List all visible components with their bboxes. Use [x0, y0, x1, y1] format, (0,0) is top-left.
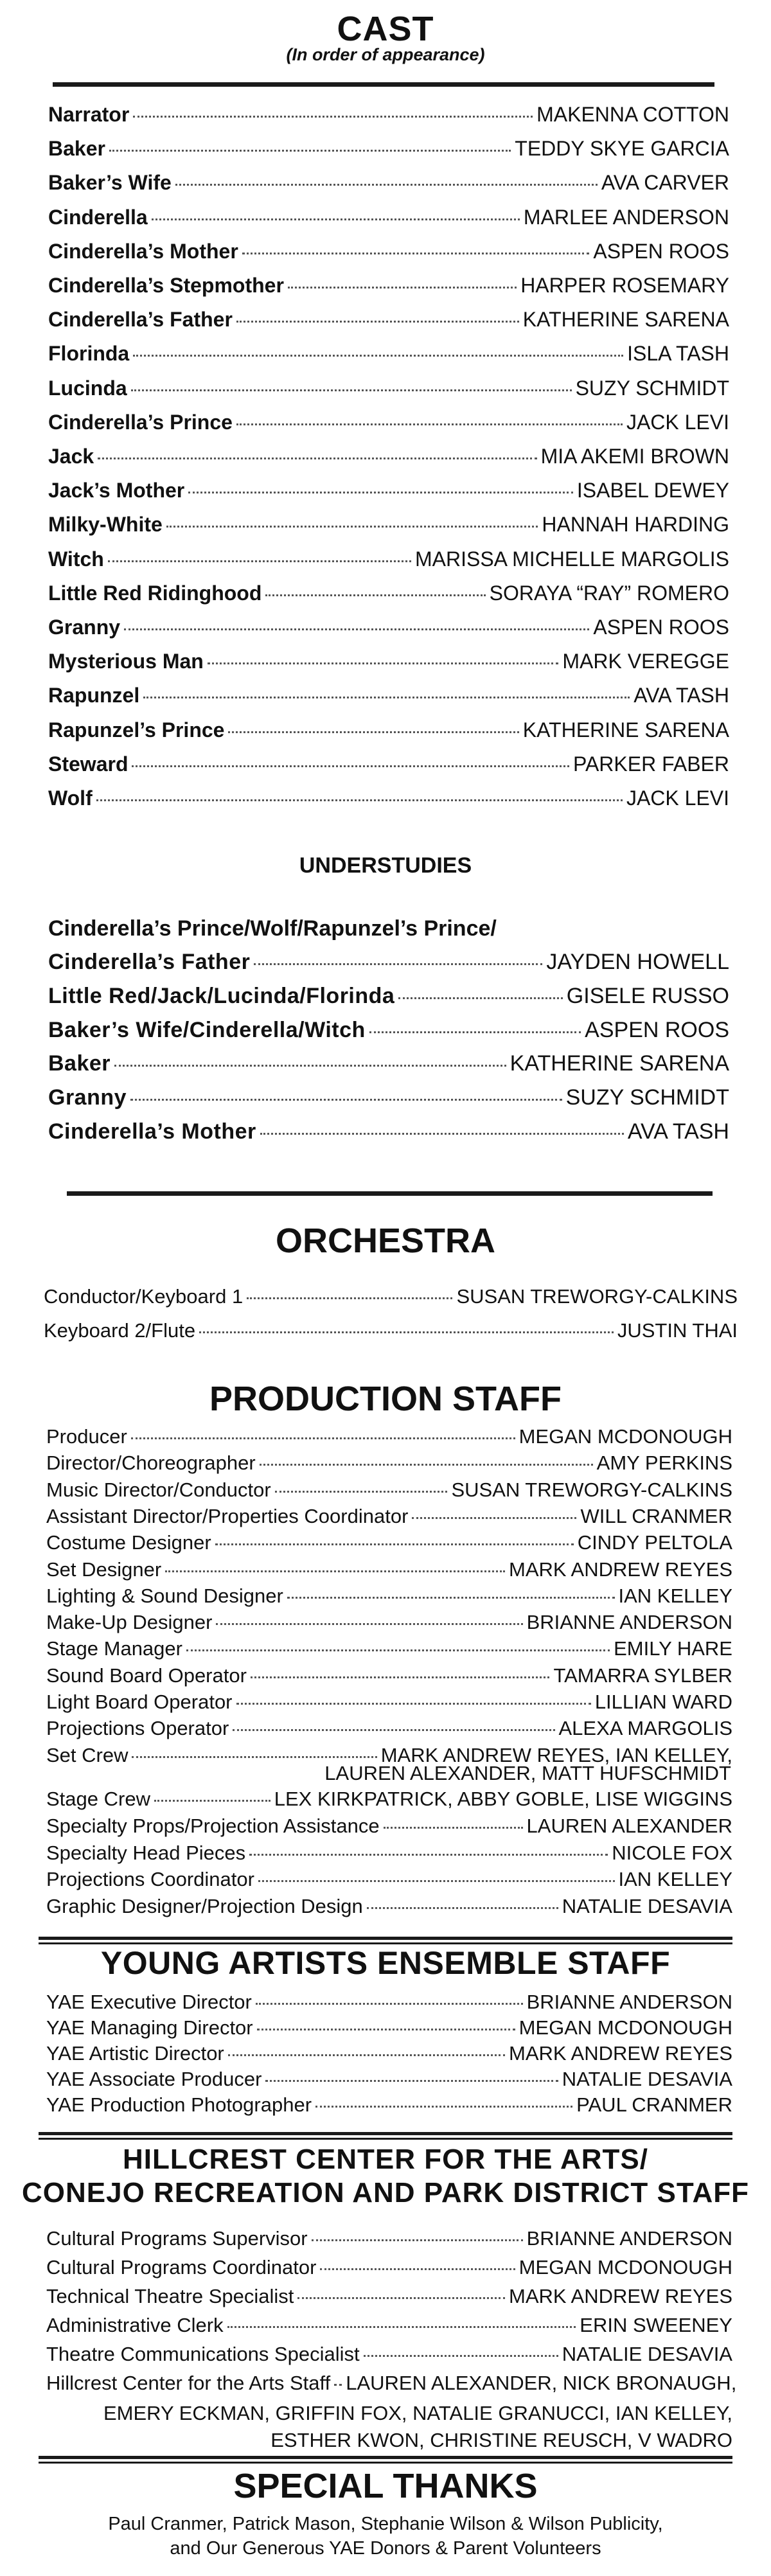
cast-subtitle: (In order of appearance) [286, 45, 485, 64]
production-staff-row-name: LILLIAN WARD [594, 1691, 732, 1713]
production-staff-row [46, 1611, 732, 1634]
understudy-first-line: Cinderella’s Prince/Wolf/Rapunzel’s Prince/ [48, 916, 497, 941]
production-staff-row-role: Light Board Operator [46, 1691, 233, 1713]
cast-row-role: Mysterious Man [48, 650, 204, 673]
cast-row [48, 752, 729, 786]
cast-row-role: Jack [48, 445, 94, 468]
cast-row-role: Cinderella’s Prince [48, 410, 233, 434]
cast-row [48, 582, 729, 615]
production-staff-row [46, 1558, 732, 1581]
cast-row [48, 240, 729, 273]
leader-dots [247, 1297, 452, 1299]
leader-dots [297, 2297, 505, 2299]
understudy-row [48, 1051, 729, 1085]
production-staff-row-name: CINDY PELTOLA [577, 1531, 732, 1554]
orchestra-row-role: Conductor/Keyboard 1 [44, 1285, 244, 1308]
yae-staff-row [46, 2068, 732, 2091]
production-staff-row [46, 1425, 732, 1448]
cast-row-name: KATHERINE SARENA [522, 308, 729, 332]
leader-dots [265, 2080, 558, 2082]
understudy-row [48, 1119, 729, 1153]
cast-row-role: Baker’s Wife [48, 171, 172, 195]
production-staff-row-name: IAN KELLEY [618, 1868, 732, 1891]
cast-row-role: Lucinda [48, 376, 127, 400]
leader-dots [251, 1676, 550, 1678]
divider-rule [39, 1937, 732, 1940]
leader-dots [334, 2384, 342, 2386]
special-thanks-line1: Paul Cranmer, Patrick Mason, Stephanie Wilson & Wilson Publicity, [108, 2514, 663, 2534]
production-staff-row [46, 1479, 732, 1502]
leader-dots [249, 1854, 608, 1856]
cast-row [48, 377, 729, 410]
production-staff-title: PRODUCTION STAFF [209, 1380, 562, 1418]
understudy-row-name: SUZY SCHMIDT [565, 1085, 729, 1110]
understudy-row-role: Little Red/Jack/Lucinda/Florinda [48, 983, 395, 1008]
divider-rule [67, 1191, 713, 1196]
leader-dots [254, 963, 542, 965]
production-staff-row-role: Projections Coordinator [46, 1868, 254, 1891]
cast-row-name: PARKER FABER [572, 752, 729, 776]
leader-dots [260, 1133, 624, 1135]
hillcrest-staff-row-name: NATALIE DESAVIA [562, 2343, 732, 2365]
hillcrest-staff-row-role: Technical Theatre Specialist [46, 2285, 294, 2307]
leader-dots [186, 1649, 610, 1651]
understudy-row-role: Baker [48, 1051, 111, 1076]
leader-dots [367, 1907, 558, 1909]
leader-dots [175, 184, 598, 186]
production-staff-row-name: NATALIE DESAVIA [562, 1895, 732, 1918]
hillcrest-staff-continued-2: ESTHER KWON, CHRISTINE REUSCH, V WADRO [270, 2429, 732, 2451]
orchestra-row-role: Keyboard 2/Flute [44, 1319, 196, 1342]
leader-dots [227, 2326, 576, 2328]
cast-row-role: Witch [48, 547, 104, 571]
production-staff-row-name: MEGAN MCDONOUGH [518, 1425, 732, 1448]
hillcrest-title-line1: HILLCREST CENTER FOR THE ARTS/ [123, 2144, 648, 2175]
production-staff-row-role: Stage Manager [46, 1637, 182, 1660]
cast-row [48, 684, 729, 717]
understudy-row-name: KATHERINE SARENA [510, 1051, 729, 1076]
leader-dots [228, 2054, 505, 2056]
leader-dots [132, 765, 569, 767]
production-staff-row-role: Director/Choreographer [46, 1452, 256, 1475]
leader-dots [114, 1065, 506, 1067]
production-staff-row-name: ALEXA MARGOLIS [558, 1717, 732, 1740]
leader-dots [216, 1623, 522, 1625]
yae-staff-row-role: YAE Production Photographer [46, 2093, 312, 2116]
cast-row-name: AVA CARVER [601, 171, 729, 195]
production-staff-row-name: LAUREN ALEXANDER [526, 1814, 732, 1837]
yae-staff-row-name: MEGAN MCDONOUGH [518, 2016, 732, 2039]
production-staff-row [46, 1868, 732, 1891]
yae-staff-row-role: YAE Executive Director [46, 1991, 252, 2013]
cast-row [48, 103, 729, 136]
leader-dots [369, 1031, 581, 1033]
production-staff-row [46, 1815, 732, 1838]
leader-dots [208, 662, 559, 664]
cast-row-name: ISABEL DEWEY [576, 479, 729, 502]
leader-dots [242, 253, 590, 254]
cast-row-role: Little Red Ridinghood [48, 581, 262, 605]
leader-dots [260, 1464, 593, 1466]
production-staff-row-role: Specialty Head Pieces [46, 1841, 246, 1864]
leader-dots [132, 1756, 377, 1758]
production-staff-row-name: SUSAN TREWORGY-CALKINS [451, 1478, 732, 1501]
leader-dots [398, 997, 562, 999]
understudy-row-name: JAYDEN HOWELL [546, 950, 729, 974]
cast-row-role: Cinderella [48, 205, 148, 229]
understudy-row [48, 1085, 729, 1119]
leader-dots [412, 1517, 576, 1519]
production-staff-row-name: MARK ANDREW REYES, IAN KELLEY, [380, 1743, 732, 1766]
leader-dots [215, 1543, 574, 1545]
leader-dots [275, 1491, 448, 1493]
orchestra-title: ORCHESTRA [275, 1221, 495, 1260]
divider-rule [39, 2462, 732, 2464]
hillcrest-staff-row-name: MARK ANDREW REYES [509, 2285, 732, 2307]
hillcrest-staff-row [46, 2372, 737, 2395]
cast-row [48, 342, 729, 375]
production-staff-row-role: Assistant Director/Properties Coordinator [46, 1504, 409, 1527]
orchestra-row-name: JUSTIN THAI [617, 1319, 738, 1342]
cast-row [48, 308, 729, 341]
production-staff-row [46, 1452, 732, 1475]
orchestra-row [44, 1285, 738, 1308]
leader-dots [236, 423, 623, 425]
cast-row-role: Granny [48, 616, 121, 639]
hillcrest-staff-row-role: Cultural Programs Coordinator [46, 2256, 317, 2278]
cast-row [48, 650, 729, 683]
leader-dots [108, 560, 411, 562]
cast-row-role: Florinda [48, 342, 130, 366]
divider-rule [39, 2138, 732, 2140]
cast-row-name: ISLA TASH [627, 342, 729, 366]
leader-dots [288, 287, 517, 289]
leader-dots [256, 2003, 523, 2005]
leader-dots [236, 321, 519, 323]
hillcrest-staff-row-name: LAUREN ALEXANDER, NICK BRONAUGH, [346, 2372, 737, 2394]
cast-row-name: AVA TASH [634, 684, 729, 707]
cast-title: CAST [337, 10, 434, 48]
leader-dots [133, 355, 623, 357]
understudy-row-role: Cinderella’s Mother [48, 1119, 256, 1144]
understudy-row-name: ASPEN ROOS [585, 1017, 729, 1042]
leader-dots [143, 697, 630, 698]
production-staff-row-name: EMILY HARE [614, 1637, 732, 1660]
understudy-row [48, 1018, 729, 1051]
leader-dots [258, 1880, 615, 1882]
cast-row-role: Steward [48, 752, 128, 776]
hillcrest-staff-row [46, 2314, 732, 2337]
hillcrest-staff-continued-1: EMERY ECKMAN, GRIFFIN FOX, NATALIE GRANUCCI, IAN KELLEY, [103, 2402, 732, 2424]
cast-row-name: KATHERINE SARENA [522, 718, 729, 742]
cast-row-role: Cinderella’s Stepmother [48, 274, 284, 297]
cast-row-name: MIA AKEMI BROWN [540, 445, 729, 468]
hillcrest-staff-row-name: MEGAN MCDONOUGH [518, 2256, 732, 2278]
yae-staff-row-name: BRIANNE ANDERSON [526, 1991, 732, 2013]
production-staff-row-role: Graphic Designer/Projection Design [46, 1895, 363, 1918]
cast-row-role: Cinderella’s Father [48, 308, 233, 332]
cast-row [48, 206, 729, 239]
production-staff-row-role: Costume Designer [46, 1531, 211, 1554]
yae-staff-row-name: NATALIE DESAVIA [562, 2068, 732, 2090]
production-staff-row [46, 1895, 732, 1918]
cast-row [48, 718, 729, 752]
cast-row-name: JACK LEVI [626, 410, 729, 434]
divider-rule [39, 2132, 732, 2135]
hillcrest-staff-row [46, 2285, 732, 2308]
production-staff-row [46, 1664, 732, 1687]
cast-row-name: SORAYA “RAY” ROMERO [489, 581, 729, 605]
leader-dots [364, 2355, 558, 2357]
cast-row-name: MARK VEREGGE [562, 650, 729, 673]
understudy-row-role: Cinderella’s Father [48, 950, 251, 974]
leader-dots [133, 116, 533, 118]
leader-dots [287, 1597, 615, 1599]
leader-dots [320, 2268, 515, 2270]
understudy-row-name: GISELE RUSSO [566, 983, 729, 1008]
leader-dots [188, 492, 573, 493]
yae-staff-title: YOUNG ARTISTS ENSEMBLE STAFF [100, 1945, 671, 1981]
production-staff-row [46, 1788, 732, 1811]
cast-row-role: Jack’s Mother [48, 479, 185, 502]
yae-staff-row-role: YAE Artistic Director [46, 2042, 224, 2065]
cast-row-role: Wolf [48, 786, 93, 810]
hillcrest-staff-row-role: Cultural Programs Supervisor [46, 2227, 308, 2250]
production-staff-row-role: Set Designer [46, 1558, 162, 1581]
production-staff-row [46, 1637, 732, 1660]
leader-dots [131, 1437, 515, 1439]
understudies-title: UNDERSTUDIES [299, 853, 472, 878]
understudy-row [48, 950, 729, 983]
special-thanks-line2: and Our Generous YAE Donors & Parent Volunteers [170, 2538, 601, 2559]
production-staff-row-role: Producer [46, 1425, 127, 1448]
leader-dots [166, 526, 538, 528]
leader-dots [131, 389, 572, 391]
hillcrest-staff-row [46, 2343, 732, 2366]
leader-dots [233, 1729, 554, 1731]
leader-dots [109, 150, 511, 152]
special-thanks-title: SPECIAL THANKS [233, 2467, 538, 2505]
understudy-row-role: Granny [48, 1085, 127, 1110]
leader-dots [236, 1703, 591, 1705]
cast-row-name: MARISSA MICHELLE MARGOLIS [414, 547, 729, 571]
production-staff-row-name: NICOLE FOX [612, 1841, 732, 1864]
leader-dots [165, 1570, 505, 1572]
leader-dots [199, 1331, 614, 1333]
orchestra-row [44, 1319, 738, 1342]
cast-row-name: ASPEN ROOS [593, 616, 729, 639]
cast-row-name: JACK LEVI [626, 786, 729, 810]
cast-row [48, 547, 729, 581]
cast-row [48, 445, 729, 478]
leader-dots [315, 2106, 572, 2108]
understudy-row-name: AVA TASH [627, 1119, 729, 1144]
production-staff-row [46, 1691, 732, 1714]
leader-dots [384, 1827, 523, 1829]
cast-row [48, 513, 729, 546]
production-staff-row [46, 1531, 732, 1554]
hillcrest-staff-row-role: Hillcrest Center for the Arts Staff [46, 2372, 331, 2394]
production-staff-row-role: Make-Up Designer [46, 1611, 213, 1634]
leader-dots [312, 2239, 523, 2241]
yae-staff-row [46, 1991, 732, 2014]
divider-rule [39, 2456, 732, 2459]
cast-row-role: Milky-White [48, 513, 163, 537]
yae-staff-row [46, 2016, 732, 2039]
cast-row [48, 137, 729, 170]
cast-row [48, 616, 729, 649]
production-staff-row-role: Stage Crew [46, 1788, 150, 1810]
leader-dots [124, 628, 589, 630]
cast-row-name: MAKENNA COTTON [536, 103, 729, 126]
leader-dots [130, 1099, 562, 1101]
production-staff-row-name: IAN KELLEY [618, 1584, 732, 1607]
production-staff-row-name: TAMARRA SYLBER [553, 1664, 732, 1687]
divider-rule [53, 82, 714, 87]
cast-row [48, 274, 729, 307]
yae-staff-row [46, 2093, 732, 2117]
hillcrest-title-line2: CONEJO RECREATION AND PARK DISTRICT STAFF [21, 2177, 750, 2208]
cast-row-name: HARPER ROSEMARY [520, 274, 729, 297]
production-staff-row-name: MARK ANDREW REYES [509, 1558, 732, 1581]
cast-row [48, 171, 729, 204]
production-staff-row-name: AMY PERKINS [596, 1452, 732, 1475]
cast-row-name: MARLEE ANDERSON [523, 205, 729, 229]
leader-dots [154, 1800, 270, 1802]
cast-row-name: ASPEN ROOS [593, 239, 729, 263]
hillcrest-staff-row-name: BRIANNE ANDERSON [526, 2227, 732, 2250]
yae-staff-row [46, 2042, 732, 2065]
leader-dots [98, 457, 536, 459]
yae-staff-row-name: MARK ANDREW REYES [509, 2042, 732, 2065]
cast-row-name: SUZY SCHMIDT [575, 376, 729, 400]
cast-row-role: Rapunzel [48, 684, 140, 707]
cast-row-role: Rapunzel’s Prince [48, 718, 225, 742]
understudy-row [48, 984, 729, 1017]
leader-dots [228, 731, 518, 733]
production-staff-row [46, 1585, 732, 1608]
cast-row [48, 479, 729, 512]
yae-staff-row-role: YAE Managing Director [46, 2016, 253, 2039]
yae-staff-row-name: PAUL CRANMER [576, 2093, 732, 2116]
hillcrest-staff-row-role: Administrative Clerk [46, 2314, 224, 2336]
orchestra-row-name: SUSAN TREWORGY-CALKINS [456, 1285, 738, 1308]
leader-dots [96, 799, 623, 801]
cast-row [48, 411, 729, 444]
leader-dots [152, 218, 520, 220]
cast-row [48, 786, 729, 820]
set-crew-continued: LAUREN ALEXANDER, MATT HUFSCHMIDT [324, 1762, 731, 1784]
production-staff-row-role: Sound Board Operator [46, 1664, 247, 1687]
hillcrest-staff-row-role: Theatre Communications Specialist [46, 2343, 360, 2365]
hillcrest-staff-row-name: ERIN SWEENEY [580, 2314, 732, 2336]
hillcrest-staff-row [46, 2256, 732, 2279]
production-staff-row-role: Set Crew [46, 1743, 128, 1766]
production-staff-row-name: WILL CRANMER [580, 1504, 732, 1527]
production-staff-row-role: Lighting & Sound Designer [46, 1584, 283, 1607]
leader-dots [257, 2029, 515, 2030]
production-staff-row-name: BRIANNE ANDERSON [526, 1611, 732, 1634]
production-staff-row-role: Specialty Props/Projection Assistance [46, 1814, 380, 1837]
cast-row-name: TEDDY SKYE GARCIA [515, 137, 729, 161]
understudy-row-role: Baker’s Wife/Cinderella/Witch [48, 1017, 366, 1042]
cast-row-name: HANNAH HARDING [542, 513, 729, 537]
cast-row-role: Cinderella’s Mother [48, 239, 238, 263]
cast-row-role: Baker [48, 137, 105, 161]
production-staff-row-role: Music Director/Conductor [46, 1478, 271, 1501]
cast-row-role: Narrator [48, 103, 130, 126]
production-staff-row [46, 1505, 732, 1528]
production-staff-row [46, 1842, 732, 1865]
production-staff-row-name: LEX KIRKPATRICK, ABBY GOBLE, LISE WIGGINS [274, 1788, 732, 1810]
leader-dots [265, 594, 485, 596]
yae-staff-row-role: YAE Associate Producer [46, 2068, 262, 2090]
hillcrest-staff-row [46, 2227, 732, 2250]
production-staff-row [46, 1717, 732, 1740]
production-staff-row-role: Projections Operator [46, 1717, 229, 1740]
